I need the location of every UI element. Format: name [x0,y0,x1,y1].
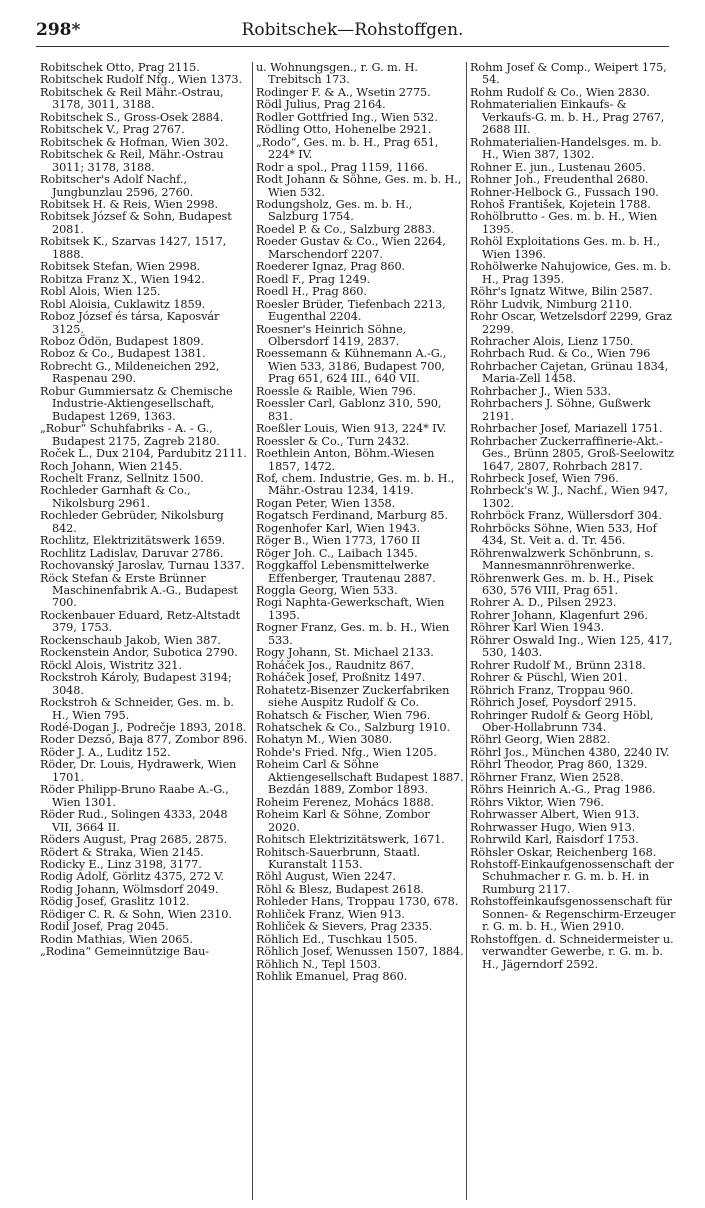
directory-entry: Rockenstein Andor, Subotica 2790. [40,646,238,660]
directory-entry: Rohölwerke Nahujowice, Ges. m. b. H., Prag 1395. [470,260,671,286]
directory-entry: Röhlich N., Tepl 1503. [256,957,381,971]
directory-entry: Roheim Carl & Söhne Aktiengesellschaft Budapest 1887. Bezdán 1889, Zombor 1893. [256,758,464,797]
directory-entry: Röhrl Georg, Wien 2882. [470,733,611,747]
directory-entry: Röhrenwerk Ges. m. b. H., Pisek 630, 576 VIII, Prag 651. [470,571,654,598]
directory-entry: Röhrl Jos., München 4380, 2240 IV. [470,745,670,759]
page-header [36,16,669,47]
directory-entry: Rohrer & Püschl, Wien 201. [470,671,628,685]
directory-entry: Rohracher Alois, Lienz 1750. [470,334,634,348]
directory-entry: Rohringer Rudolf & Georg Höbl, Ober-Hollabrunn 734. [470,708,654,735]
directory-entry: Rogy Johann, St. Michael 2133. [256,646,434,660]
directory-entry: Robitsek K., Szarvas 1427, 1517, 1888. [40,235,227,261]
directory-entry: Rohrbacher Cajetan, Grünau 1834, Maria-Zell 1458. [470,359,669,386]
directory-entry: Rohrböck Franz, Wüllersdorf 304. [470,509,662,523]
directory-entry: Rohm Rudolf & Co., Wien 2830. [470,85,650,99]
directory-entry: Röhrer Oswald Ing., Wien 125, 417, 530, 1403. [470,633,673,660]
directory-entry: Rodicky E., Linz 3198, 3177. [40,858,202,871]
directory-entry: Röger B., Wien 1773, 1760 II [256,534,421,548]
directory-entry: Rockstroh & Schneider, Ges. m. b. H., Wien 795. [40,696,234,722]
directory-entry: Robitsek József & Sohn, Budapest 2081. [40,210,232,236]
directory-entry: Rohstoffgen. d. Schneidermeister u. verwandter Gewerbe, r. G. m. b. H., Jägerndorf 2592. [470,932,674,971]
directory-entry: Rochovanský Jaroslav, Turnau 1337. [40,559,245,573]
directory-entry: Roháček Jos., Raudnitz 867. [256,658,415,672]
directory-entry: Rohrbacher Josef, Mariazell 1751. [470,422,663,436]
directory-entry: Röhrs Heinrich A.-G., Prag 1986. [470,783,656,797]
directory-entry: Röhr's Ignatz Witwe, Bilin 2587. [470,285,653,299]
directory-entry: Rockenschaub Jakob, Wien 387. [40,633,221,647]
directory-entry: Rohliček Franz, Wien 913. [256,907,405,921]
directory-entry: Roggla Georg, Wien 533. [256,584,398,598]
directory-entry: Rohrwasser Albert, Wien 913. [470,808,640,822]
directory-entry: Robitscher's Adolf Nachf., Jungbunzlau 2596, 2760. [40,173,194,199]
directory-entry: Rohmaterialien Einkaufs- & Verkaufs-G. m. b. H., Prag 2767, 2688 III. [470,98,665,137]
directory-entry: Roedl F., Prag 1249. [256,272,371,286]
directory-entry: Roessle & Raible, Wien 796. [256,384,416,398]
directory-entry: Rohner E. jun., Lustenau 2605. [470,160,646,174]
directory-entry: Robitsek Stefan, Wien 2998. [40,260,201,274]
directory-entry: Röhrs Viktor, Wien 796. [470,795,604,809]
directory-entry: Robrecht G., Mildeneichen 292, Raspenau 290. [40,359,220,386]
directory-entry: Rohrbacher J., Wien 533. [470,384,611,398]
directory-entry: Rohatsch & Fischer, Wien 796. [256,708,431,722]
directory-entry: Robitsek H. & Reis, Wien 2998. [40,197,218,211]
column-divider [466,62,467,1200]
directory-entry: Rohleder Hans, Troppau 1730, 678. [256,895,459,909]
directory-entry: Robitschek & Hofman, Wien 302. [40,135,229,149]
directory-entry: Rödiger C. R. & Sohn, Wien 2310. [40,907,232,921]
directory-entry: Roeßler Louis, Wien 913, 224* IV. [256,422,447,436]
directory-entry: Rohoš František, Kojetein 1788. [470,197,651,211]
page-number: 298* [36,20,81,40]
directory-entry: Röhr Ludvik, Nimburg 2110. [470,297,633,311]
page-title: Robitschek—Rohstoffgen. [241,20,464,40]
directory-entry: Robl Aloisia, Cuklawitz 1859. [40,297,206,311]
directory-entry: Röhsler Oskar, Reichenberg 168. [470,845,657,859]
directory-entry: Röder Rud., Solingen 4333, 2048 VII, 3664 II. [40,808,228,834]
directory-entry: Röhrich Josef, Poysdorf 2915. [470,696,637,710]
directory-entry: Robitschek & Reil, Mähr.-Ostrau 3011; 3178, 3188. [40,148,224,174]
directory-entry: Rogenhofer Karl, Wien 1943. [256,521,421,535]
directory-entry: Roheim Ferenez, Mohács 1888. [256,795,434,809]
directory-entry: Rochelt Franz, Sellnitz 1500. [40,471,204,485]
directory-entry: Röder J. A., Luditz 152. [40,745,171,759]
directory-entry: u. Wohnungsgen., r. G. m. H. Trebitsch 173. [256,61,418,87]
directory-entry: Rodil Josef, Prag 2045. [40,920,169,934]
directory-entry: Rogatsch Ferdinand, Marburg 85. [256,509,448,523]
directory-entry: Robl Alois, Wien 125. [40,285,161,299]
column-3 [470,62,678,971]
directory-entry: Roessler & Co., Turn 2432. [256,434,410,448]
directory-entry: Rockenbauer Eduard, Retz-Altstadt 379, 1753. [40,608,241,635]
directory-entry: Roedel P. & Co., Salzburg 2883. [256,222,436,236]
directory-entry: Rohrbacher Zuckerraffinerie-Akt.-Ges., Brünn 2805, Groß-Seelowitz 1647, 2807, Rohrbach 2817. [470,434,675,473]
directory-entry: Roheim Karl & Söhne, Zombor 2020. [256,808,430,834]
directory-entry: Rohatschek & Co., Salzburg 1910. [256,721,450,735]
directory-entry: „Rodo“, Ges. m. b. H., Prag 651, 224* IV. [256,135,439,162]
directory-entry: Rohmaterialien-Handelsges. m. b. H., Wien 387, 1302. [470,135,662,162]
directory-entry: Rodinger F. & A., Wsetin 2775. [256,85,431,99]
directory-entry: Rohrbeck Josef, Wien 796. [470,471,619,485]
directory-entry: Rohde's Fried. Nfg., Wien 1205. [256,745,437,759]
directory-entry: Roedl H., Prag 860. [256,285,367,299]
directory-entry: Röhrenwalzwerk Schönbrunn, s. Mannesmannröhrenwerke. [470,546,654,573]
directory-entry: Röhrner Franz, Wien 2528. [470,770,624,784]
directory-entry: Rohrer Johann, Klagenfurt 296. [470,608,648,622]
directory-entry: Rochlitz, Elektrizitätswerk 1659. [40,534,226,548]
column-2 [256,62,464,984]
directory-entry: Rohatyn M., Wien 3080. [256,733,393,747]
directory-entry: Robitza Franz X., Wien 1942. [40,272,205,286]
directory-entry: Rohatetz-Bisenzer Zuckerfabriken siehe Auspitz Rudolf & Co. [256,683,450,710]
directory-entry: Röder, Dr. Louis, Hydrawerk, Wien 1701. [40,758,237,784]
directory-entry: Rodr a spol., Prag 1159, 1166. [256,160,428,174]
directory-entry: Rodig Adolf, Görlitz 4375, 272 V. [40,870,224,884]
directory-entry: Rohlik Emanuel, Prag 860. [256,970,408,984]
directory-entry: Roček L., Dux 2104, Pardubitz 2111. [40,447,247,461]
directory-entry: Rohrer A. D., Pilsen 2923. [470,596,617,610]
directory-entry: Roesler Brüder, Tiefenbach 2213, Eugenthal 2204. [256,297,446,324]
directory-entry: Röder Philipp-Bruno Raabe A.-G., Wien 1301. [40,783,229,809]
directory-entry: Rohner-Helbock G., Fussach 190. [470,185,659,199]
directory-entry: Rochleder Gebrüder, Nikolsburg 842. [40,509,224,535]
column-divider [252,62,253,1200]
directory-entry: Rohstoff-Einkaufgenossenschaft der Schuhmacher r. G. m. b. H. in Rumburg 2117. [470,858,674,896]
directory-entry: Rodungsholz, Ges. m. b. H., Salzburg 1754. [256,197,413,224]
directory-entry: Rochlitz Ladislav, Daruvar 2786. [40,546,224,560]
directory-entry: Röhl August, Wien 2247. [256,870,396,884]
directory-entry: Roder Dezső, Baja 877, Zombor 896. [40,733,248,747]
directory-entry: Rockstroh Károly, Budapest 3194; 3048. [40,671,232,697]
directory-entry: Rohner Joh., Freudenthal 2680. [470,173,649,187]
directory-entry: Rohitsch-Sauerbrunn, Staatl. Kuranstalt 1153. [256,845,421,871]
directory-entry: Roessler Carl, Gablonz 310, 590, 831. [256,397,442,423]
directory-entry: Rohölbrutto - Ges. m. b. H., Wien 1395. [470,210,658,236]
directory-entry: Robitschek Rudolf Nfg., Wien 1373. [40,73,243,87]
directory-entry: Robitschek Otto, Prag 2115. [40,61,200,74]
directory-entry: Rohrer Rudolf M., Brünn 2318. [470,658,646,672]
directory-entry: Rohrbeck's W. J., Nachf., Wien 947, 1302. [470,484,668,510]
directory-entry: Robitschek S., Gross-Osek 2884. [40,110,224,124]
directory-entry: Rochleder Garnhaft & Co., Nikolsburg 2961. [40,484,191,510]
directory-entry: Roboz & Co., Budapest 1381. [40,347,206,361]
directory-entry: Roboz Ödön, Budapest 1809. [40,334,204,348]
directory-entry: Roessemann & Kühnemann A.-G., Wien 533, 3186, Budapest 700, Prag 651, 624 III., 640 VII. [256,347,447,386]
directory-entry: Robitschek V., Prag 2767. [40,123,185,137]
directory-entry: „Robur“ Schuhfabriks - A. - G., Budapest 2175, Zagreb 2180. [40,422,220,448]
directory-entry: Röhrer Karl Wien 1943. [470,621,605,635]
directory-entry: Rohr Oscar, Wetzelsdorf 2299, Graz 2299. [470,310,672,336]
directory-entry: Rogan Peter, Wien 1358. [256,496,396,510]
directory-entry: Rodin Mathias, Wien 2065. [40,932,193,946]
directory-entry: Roch Johann, Wien 2145. [40,459,183,473]
directory-entry: Rof, chem. Industrie, Ges. m. b. H., Mähr.-Ostrau 1234, 1419. [256,471,455,498]
directory-entry: Roethlein Anton, Böhm.-Wiesen 1857, 1472. [256,447,435,473]
directory-entry: Roboz József és társa, Kaposvár 3125. [40,310,220,336]
directory-entry: Rogi Naphta-Gewerkschaft, Wien 1395. [256,596,445,622]
directory-entry: Rohm Josef & Comp., Weipert 175, 54. [470,61,667,87]
directory-entry: Robitschek & Reil Mähr.-Ostrau, 3178, 3011, 3188. [40,85,224,112]
directory-entry: Rodt Johann & Söhne, Ges. m. b. H., Wien 532. [256,173,462,199]
directory-entry: Röhrich Franz, Troppau 960. [470,683,634,697]
directory-entry: Röger Joh. C., Laibach 1345. [256,546,418,560]
directory-entry: Rodé-Dogan J., Podrečje 1893, 2018. [40,721,247,735]
directory-entry: Rohliček & Sievers, Prag 2335. [256,920,433,934]
directory-entry: Rohöl Exploitations Ges. m. b. H., Wien 1396. [470,235,660,261]
directory-entry: Rohrböcks Söhne, Wien 533, Hof 434, St. Veit a. d. Tr. 456. [470,521,657,548]
directory-entry: Robur Gummiersatz & Chemische Industrie-Aktiengesellschaft, Budapest 1269, 1363. [40,384,233,423]
entry-columns [36,62,676,1202]
directory-entry: Rohitsch Elektrizitätswerk, 1671. [256,833,445,847]
directory-entry: Rödling Otto, Hohenelbe 2921. [256,123,432,137]
directory-entry: Rohrbach Rud. & Co., Wien 796 [470,347,651,361]
directory-entry: Rodig Johann, Wölmsdorf 2049. [40,882,219,896]
directory-entry: Rodler Gottfried Ing., Wien 532. [256,110,438,124]
directory-entry: Rohrwasser Hugo, Wien 913. [470,820,636,834]
directory-entry: Rohrbachers J. Söhne, Gußwerk 2191. [470,397,651,423]
directory-entry: Rödl Julius, Prag 2164. [256,98,386,112]
directory-entry: Roháček Josef, Proßnitz 1497. [256,671,426,685]
directory-entry: Roesner's Heinrich Söhne, Olbersdorf 1419, 2837. [256,322,407,348]
directory-entry: Roeder Gustav & Co., Wien 2264, Marschendorf 2207. [256,235,446,261]
directory-entry: Rohstoffeinkaufsgenossenschaft für Sonnen- & Regenschirm-Erzeuger r. G. m. b. H., Wien 2910. [470,895,676,934]
directory-entry: Roggkaffol Lebensmittelwerke Effenberger, Trautenau 2887. [256,559,436,585]
directory-entry: „Rodina“ Gemeinnützige Bau- [40,945,209,959]
directory-entry: Rödert & Straka, Wien 2145. [40,845,204,859]
directory-entry: Röckl Alois, Wistritz 321. [40,658,182,672]
directory-entry: Röhlich Josef, Wenussen 1507, 1884. [256,945,464,959]
directory-entry: Röders August, Prag 2685, 2875. [40,833,228,847]
column-1 [40,62,248,959]
directory-entry: Roederer Ignaz, Prag 860. [256,260,406,274]
directory-entry: Röhl & Blesz, Budapest 2618. [256,882,424,896]
directory-entry: Rödig Josef, Graslitz 1012. [40,895,190,909]
directory-entry: Röhlich Ed., Tuschkau 1505. [256,932,418,946]
directory-entry: Rohrwild Karl, Raisdorf 1753. [470,833,639,847]
directory-entry: Röhrl Theodor, Prag 860, 1329. [470,758,648,772]
directory-entry: Rogner Franz, Ges. m. b. H., Wien 533. [256,621,450,647]
directory-entry: Röck Stefan & Erste Brünner Maschinenfabrik A.-G., Budapest 700. [40,571,238,610]
